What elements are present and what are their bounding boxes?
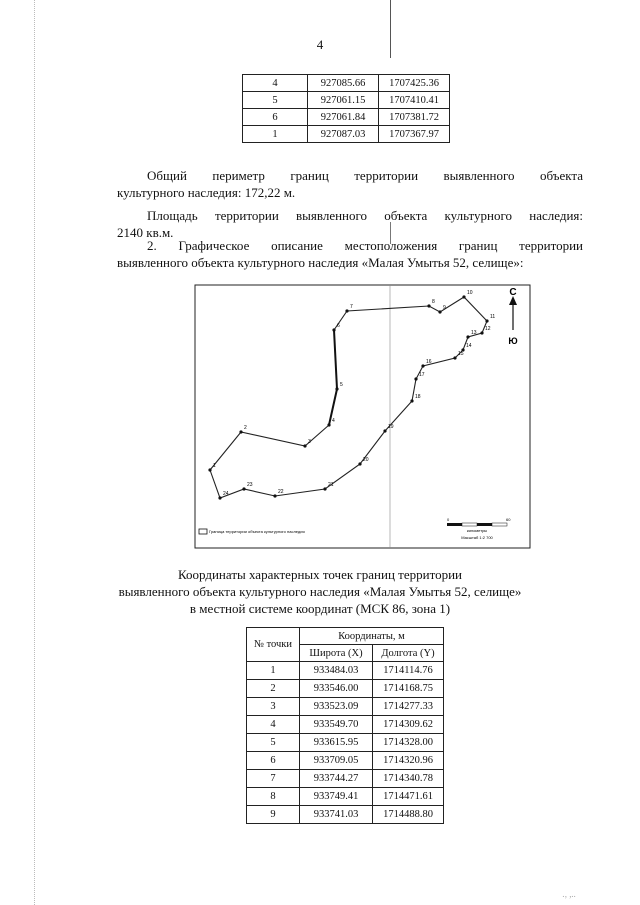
table-row xyxy=(247,662,444,680)
boundary-point xyxy=(453,356,456,359)
header-coords: Координаты, м xyxy=(300,628,444,645)
boundary-point-label: 21 xyxy=(328,482,334,488)
boundary-point xyxy=(358,462,361,465)
table-row xyxy=(247,770,444,788)
boundary-point-label: 8 xyxy=(432,299,435,305)
table-cell: 4 xyxy=(247,716,300,734)
boundary-point-label: 19 xyxy=(388,424,394,430)
table-cell: 927061.84 xyxy=(308,109,379,126)
table-cell: 8 xyxy=(247,788,300,806)
graphic-description-text: 2. Графическое описание местоположения границ территории xyxy=(147,238,583,253)
boundary-point xyxy=(383,429,386,432)
boundary-map xyxy=(194,284,531,549)
boundary-point-label: 3 xyxy=(308,439,311,445)
table-row xyxy=(247,716,444,734)
boundary-point xyxy=(303,444,306,447)
table-cell: 5 xyxy=(243,92,308,109)
table-cell: 3 xyxy=(247,698,300,716)
boundary-point xyxy=(421,364,424,367)
boundary-point-label: 10 xyxy=(467,290,473,296)
boundary-point xyxy=(208,468,211,471)
boundary-point-label: 18 xyxy=(415,394,421,400)
table-row xyxy=(247,788,444,806)
boundary-point xyxy=(462,295,465,298)
table-cell: 1707425.36 xyxy=(379,75,450,92)
scale-bar xyxy=(447,523,507,526)
legend-swatch xyxy=(199,529,207,534)
table-cell: 7 xyxy=(247,770,300,788)
boundary-point xyxy=(242,487,245,490)
coords-caption-line2: выявленного объекта культурного наследия «Малая Умытья 52, селище» xyxy=(118,584,522,599)
table-cell: 1714471.61 xyxy=(373,788,444,806)
table-cell: 1714488.80 xyxy=(373,806,444,824)
table-cell: 933749.41 xyxy=(300,788,373,806)
boundary-point xyxy=(273,494,276,497)
table-cell: 933709.05 xyxy=(300,752,373,770)
boundary-point xyxy=(332,328,335,331)
table-cell: 1 xyxy=(243,126,308,143)
table-cell: 1714309.62 xyxy=(373,716,444,734)
table-row xyxy=(247,806,444,824)
table-cell: 927085.66 xyxy=(308,75,379,92)
boundary-point-label: 5 xyxy=(340,382,343,388)
boundary-point xyxy=(335,387,338,390)
boundary-point-label: 20 xyxy=(363,457,369,463)
table-cell: 9 xyxy=(247,806,300,824)
table-cell: 1714168.75 xyxy=(373,680,444,698)
table-cell: 933549.70 xyxy=(300,716,373,734)
boundary-point-label: 11 xyxy=(490,314,496,320)
boundary-point xyxy=(485,319,488,322)
scale-unit-label: километры xyxy=(466,528,488,533)
table-cell: 4 xyxy=(243,75,308,92)
boundary-point xyxy=(438,310,441,313)
table-cell: 1 xyxy=(247,662,300,680)
coords-table xyxy=(246,627,444,824)
table-cell: 927087.03 xyxy=(308,126,379,143)
table-cell: 1707381.72 xyxy=(379,109,450,126)
table-cell: 1714328.00 xyxy=(373,734,444,752)
table-cell: 1714277.33 xyxy=(373,698,444,716)
scale-ratio-label: Масштаб 1:2 700 xyxy=(461,535,493,540)
boundary-point-label: 16 xyxy=(426,359,432,365)
boundary-point-label: 7 xyxy=(350,304,353,310)
table-cell: 933741.03 xyxy=(300,806,373,824)
table-row xyxy=(247,698,444,716)
table-cell: 1707367.97 xyxy=(379,126,450,143)
table-cell: 933484.03 xyxy=(300,662,373,680)
header-point: № точки xyxy=(247,628,300,662)
table-cell: 933744.27 xyxy=(300,770,373,788)
boundary-point xyxy=(323,487,326,490)
boundary-point-label: 13 xyxy=(471,330,477,336)
table-cell: 1714114.76 xyxy=(373,662,444,680)
scale-right-label: 60 xyxy=(506,517,511,522)
table-row xyxy=(247,734,444,752)
table-row xyxy=(247,752,444,770)
table-cell: 1714320.96 xyxy=(373,752,444,770)
table-cell: 933615.95 xyxy=(300,734,373,752)
boundary-point-label: 24 xyxy=(223,491,229,497)
header-lat: Широта (X) xyxy=(300,645,373,662)
perimeter-text: Общий периметр границ территории выявленного объекта xyxy=(147,168,583,183)
scan-artifact: ., ,.. xyxy=(562,889,576,899)
boundary-point-label: 12 xyxy=(485,326,491,332)
boundary-point-label: 6 xyxy=(337,323,340,329)
page-number: 4 xyxy=(316,37,324,52)
boundary-point-label: 14 xyxy=(466,343,472,349)
boundary-point-label: 2 xyxy=(244,425,247,431)
table-cell: 1714340.78 xyxy=(373,770,444,788)
table-row xyxy=(243,92,450,109)
boundary-point-label: 9 xyxy=(443,305,446,311)
table-cell: 933546.00 xyxy=(300,680,373,698)
scale-left-label: 0 xyxy=(447,517,450,522)
table-row xyxy=(243,126,450,143)
table-cell: 1707410.41 xyxy=(379,92,450,109)
boundary-point xyxy=(466,335,469,338)
boundary-point xyxy=(327,423,330,426)
table-cell: 6 xyxy=(243,109,308,126)
boundary-point xyxy=(427,304,430,307)
boundary-point xyxy=(410,399,413,402)
scan-edge-mark xyxy=(34,0,36,905)
table-cell: 6 xyxy=(247,752,300,770)
area-text: Площадь территории выявленного объекта культурного наследия: xyxy=(147,208,583,223)
boundary-point-label: 22 xyxy=(278,489,284,495)
table-cell: 2 xyxy=(247,680,300,698)
map-frame xyxy=(195,285,530,548)
table-row xyxy=(243,109,450,126)
boundary-point-label: 4 xyxy=(332,418,335,424)
area-text-cont: 2140 кв.м. xyxy=(117,225,174,240)
table-cell: 927061.15 xyxy=(308,92,379,109)
boundary-point xyxy=(480,331,483,334)
boundary-point-label: 15 xyxy=(458,351,464,357)
table-cell: 5 xyxy=(247,734,300,752)
south-label: Ю xyxy=(508,336,518,346)
boundary-point xyxy=(239,430,242,433)
graphic-description-text-cont: выявленного объекта культурного наследия «Малая Умытья 52, селище»: xyxy=(117,255,524,270)
table-cell: 933523.09 xyxy=(300,698,373,716)
boundary-point-label: 1 xyxy=(213,463,216,469)
table-row xyxy=(247,680,444,698)
legend-label: Граница территории объекта культурного наследия xyxy=(209,529,305,534)
coords-caption-line1: Координаты характерных точек границ территории xyxy=(178,567,462,582)
header-lon: Долгота (Y) xyxy=(373,645,444,662)
boundary-point xyxy=(345,309,348,312)
boundary-point xyxy=(218,496,221,499)
top-coords-table xyxy=(242,74,450,143)
north-label: С xyxy=(509,287,517,298)
perimeter-text-cont: культурного наследия: 172,22 м. xyxy=(117,185,296,200)
boundary-point-label: 23 xyxy=(247,482,253,488)
coords-caption-line3: в местной системе координат (МСК 86, зона 1) xyxy=(189,601,451,616)
table-row xyxy=(243,75,450,92)
boundary-point xyxy=(414,377,417,380)
boundary-point-label: 17 xyxy=(419,372,425,378)
